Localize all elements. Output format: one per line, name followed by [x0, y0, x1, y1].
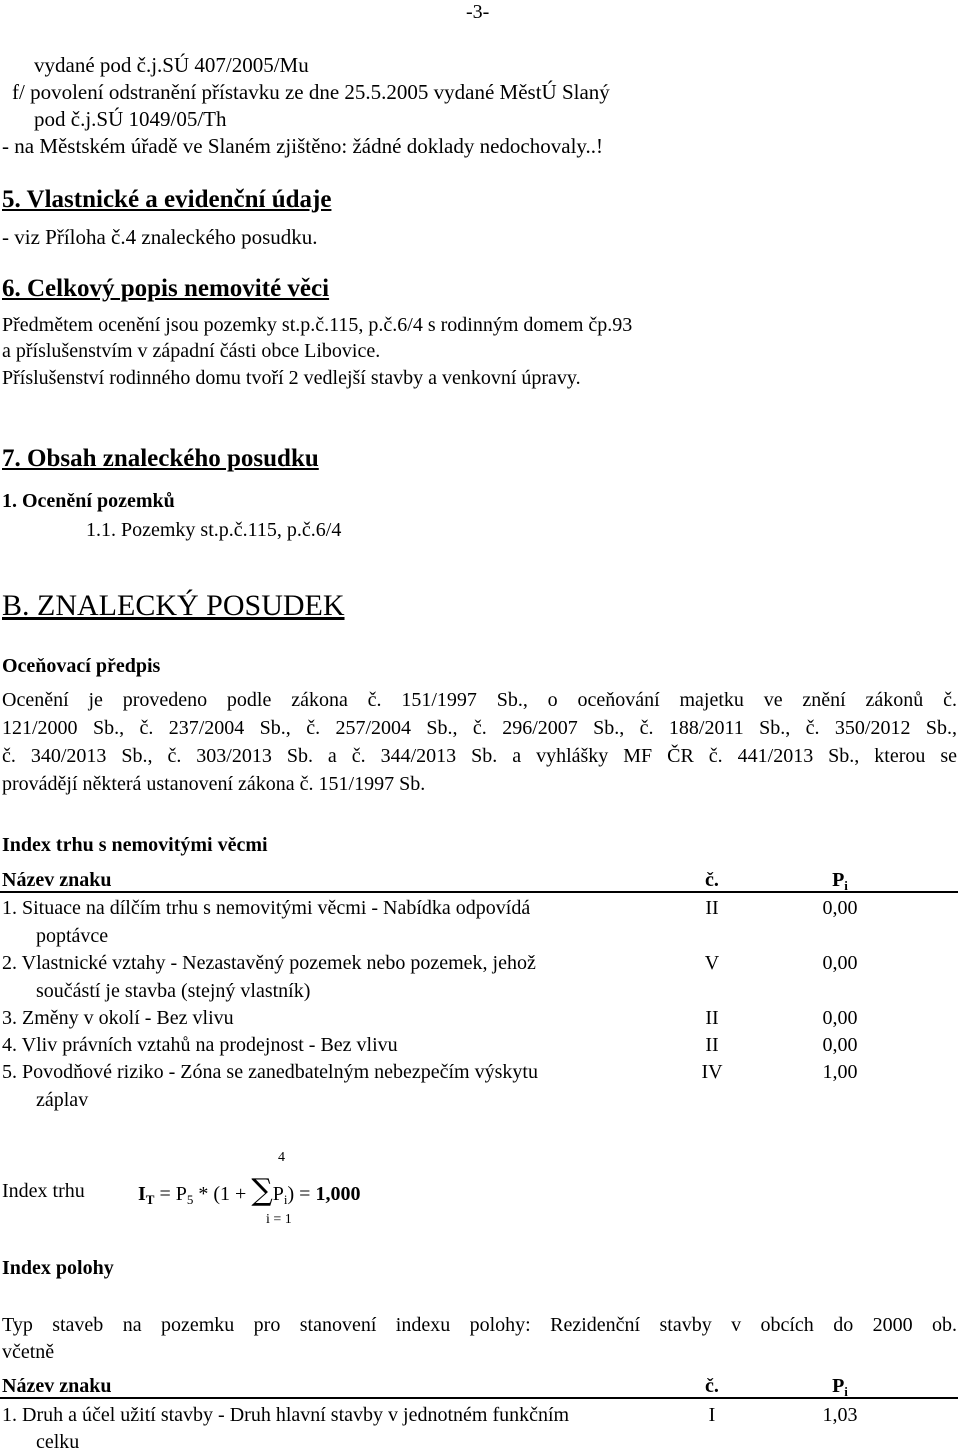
- table-row-label-cont: poptávce: [36, 925, 109, 947]
- location-index-title: Index polohy: [2, 1257, 114, 1279]
- table-header-rule: [0, 891, 958, 893]
- table-header-p: [795, 868, 885, 892]
- formula-i-subscript: T: [145, 1192, 155, 1207]
- building-type-line: včetně: [2, 1341, 55, 1363]
- intro-line: vydané pod č.j.SÚ 407/2005/Mu: [34, 53, 309, 77]
- intro-line: f/ povolení odstranění přístavku ze dne 25.5.2005 vydané MěstÚ Slaný: [12, 80, 610, 104]
- table-row-label-cont: součástí je stavba (stejný vlastník): [36, 980, 311, 1002]
- formula-close: ) =: [287, 1183, 316, 1205]
- table-header-name: Název znaku: [2, 869, 112, 891]
- formula-pi-subscript: i: [283, 1192, 288, 1207]
- formula-result: 1,000: [315, 1183, 361, 1205]
- table-row-number: I: [708, 1404, 716, 1426]
- table-header-rule: [0, 1397, 958, 1399]
- formula-label: Index trhu: [2, 1180, 85, 1202]
- market-index-title: Index trhu s nemovitými věcmi: [2, 834, 268, 856]
- sum-sigma-symbol: ∑: [251, 1173, 273, 1208]
- section-heading-7: 7. Obsah znaleckého posudku: [2, 445, 319, 472]
- formula-p5-subscript: 5: [186, 1192, 194, 1207]
- table-row-label: 1. Druh a účel užití stavby - Druh hlavní stavby v jednotném funkčním: [2, 1404, 570, 1426]
- table-row-number: II: [705, 1034, 719, 1056]
- table-row-number: II: [705, 897, 719, 919]
- section-heading-5: 5. Vlastnické a evidenční údaje: [2, 186, 332, 213]
- table-row-value: 1,00: [822, 1061, 858, 1083]
- table-row-label-cont: záplav: [36, 1089, 89, 1111]
- table-row-label: 4. Vliv právních vztahů na prodejnost - Bez vlivu: [2, 1034, 398, 1056]
- section6-line: Příslušenství rodinného domu tvoří 2 vedlejší stavby a venkovní úpravy.: [2, 367, 581, 389]
- table-row-value: 0,00: [822, 952, 858, 974]
- table-row-label-cont: celku: [36, 1431, 80, 1453]
- table-header-number: č.: [705, 1375, 719, 1397]
- table-row-label: 3. Změny v okolí - Bez vlivu: [2, 1007, 234, 1029]
- table-header-p-subscript: i: [844, 1384, 848, 1399]
- paragraph-line: provádějí některá ustanovení zákona č. 151/1997 Sb.: [2, 773, 426, 795]
- table-header-name: Název znaku: [2, 1375, 112, 1397]
- section-heading-b: B. ZNALECKÝ POSUDEK: [2, 589, 345, 622]
- table-row-number: V: [704, 952, 720, 974]
- table-header-p-subscript: i: [844, 878, 848, 893]
- page-number: -3-: [466, 1, 490, 23]
- valuation-regulation-heading: Oceňovací předpis: [2, 655, 161, 677]
- table-header-p-letter: P: [832, 1375, 845, 1397]
- section6-line: a příslušenstvím v západní části obce Libovice.: [2, 340, 381, 362]
- market-index-formula: [138, 1173, 361, 1208]
- contents-item: 1. Ocenění pozemků: [2, 490, 175, 512]
- intro-line: - na Městském úřadě ve Slaném zjištěno: žádné doklady nedochovaly..!: [2, 134, 604, 158]
- table-row-value: 0,00: [822, 1034, 858, 1056]
- paragraph-line: Ocenění je provedeno podle zákona č. 151/1997 Sb., o oceňování majetku ve znění zákonů č.: [2, 689, 957, 711]
- table-row-label: 1. Situace na dílčím trhu s nemovitými věcmi - Nabídka odpovídá: [2, 897, 531, 919]
- formula-eq: = P: [154, 1183, 187, 1205]
- table-row-number: II: [705, 1007, 719, 1029]
- intro-line: pod č.j.SÚ 1049/05/Th: [34, 107, 227, 131]
- sum-lower-limit: i = 1: [266, 1212, 292, 1227]
- table-row-value: 0,00: [822, 897, 858, 919]
- contents-subitem: 1.1. Pozemky st.p.č.115, p.č.6/4: [86, 519, 342, 541]
- formula-pi: P: [272, 1183, 284, 1205]
- table-row-number: IV: [701, 1061, 723, 1083]
- paragraph-line: č. 340/2013 Sb., č. 303/2013 Sb. a č. 344/2013 Sb. a vyhlášky MF ČR č. 441/2013 Sb., kterou se: [2, 745, 957, 767]
- paragraph-line: 121/2000 Sb., č. 237/2004 Sb., č. 257/2004 Sb., č. 296/2007 Sb., č. 188/2011 Sb., č. 350/2012 Sb.,: [2, 717, 957, 739]
- table-header-p-letter: P: [832, 869, 845, 891]
- table-row-label: 5. Povodňové riziko - Zóna se zanedbatelným nebezpečím výskytu: [2, 1061, 538, 1083]
- formula-i: I: [138, 1183, 146, 1205]
- sum-upper-limit: 4: [278, 1150, 285, 1165]
- table-row-value: 1,03: [822, 1404, 858, 1426]
- table-header-number: č.: [705, 869, 719, 891]
- building-type-line: Typ staveb na pozemku pro stanovení indexu polohy: Rezidenční stavby v obcích do 2000 ob.: [2, 1314, 957, 1336]
- formula-mid: * (1 +: [193, 1183, 252, 1205]
- table-header-p: [795, 1374, 885, 1398]
- table-row-label: 2. Vlastnické vztahy - Nezastavěný pozemek nebo pozemek, jehož: [2, 952, 536, 974]
- section6-line: Předmětem ocenění jsou pozemky st.p.č.115, p.č.6/4 s rodinným domem čp.93: [2, 314, 633, 336]
- section-heading-6: 6. Celkový popis nemovité věci: [2, 275, 330, 302]
- table-row-value: 0,00: [822, 1007, 858, 1029]
- section5-text: - viz Příloha č.4 znaleckého posudku.: [2, 225, 318, 249]
